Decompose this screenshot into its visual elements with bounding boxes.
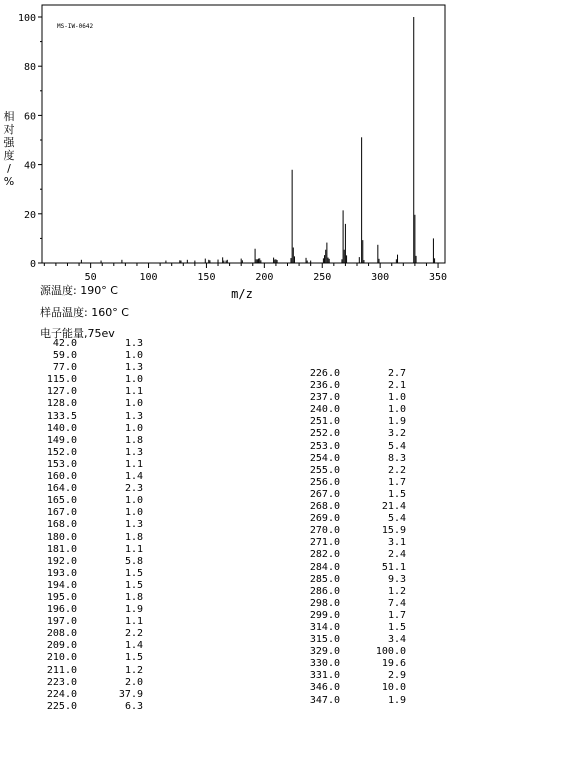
peak-mz: 77.0 [52, 362, 77, 374]
peak-mz: 267.0 [309, 488, 340, 500]
peak-row [306, 658, 406, 670]
peak-mz: 286.0 [309, 585, 340, 597]
peak-mz: 225.0 [46, 700, 77, 712]
peak-mz: 284.0 [309, 561, 340, 573]
source-temperature: 源温度: 190° C [40, 284, 118, 297]
electron-energy: 电子能量,75ev [40, 327, 115, 340]
x-tick-label: 250 [313, 272, 332, 283]
peak-mz: 133.5 [46, 410, 77, 422]
peak-mz: 237.0 [309, 392, 340, 404]
peak-intensity: 1.0 [387, 392, 406, 404]
peak-row [43, 471, 143, 483]
peak-mz: 168.0 [46, 519, 77, 531]
peak-mz: 194.0 [46, 579, 77, 591]
y-tick-label: 40 [23, 160, 36, 172]
peak-intensity: 1.7 [387, 609, 406, 621]
peak-intensity: 1.8 [124, 531, 143, 543]
peak-intensity: 2.7 [387, 368, 406, 379]
peak-intensity: 1.1 [124, 543, 143, 555]
peak-row [43, 628, 143, 640]
x-tick-label: 350 [429, 272, 448, 283]
peak-intensity: 1.3 [124, 519, 143, 531]
y-tick-label: 60 [23, 111, 36, 123]
peak-row [306, 525, 406, 537]
peak-intensity: 1.3 [124, 362, 143, 374]
peak-intensity: 1.0 [387, 404, 406, 416]
peak-intensity: 1.2 [387, 585, 406, 597]
peak-row [43, 350, 143, 362]
peak-intensity: 1.2 [124, 664, 143, 676]
peak-mz: 253.0 [309, 440, 340, 452]
peak-mz: 165.0 [46, 495, 77, 507]
peak-mz: 224.0 [46, 688, 77, 700]
peak-intensity: 2.1 [387, 380, 406, 392]
peak-intensity: 100.0 [375, 646, 406, 658]
peak-mz: 285.0 [309, 573, 340, 585]
peak-row [306, 634, 406, 646]
peak-mz: 298.0 [309, 597, 340, 609]
peak-row [43, 532, 143, 544]
y-axis-label-char: % [3, 175, 15, 188]
peak-intensity: 1.5 [124, 567, 143, 579]
peak-mz: 149.0 [46, 434, 77, 446]
peak-intensity: 1.8 [124, 591, 143, 603]
peak-row [43, 556, 143, 568]
peak-row [306, 501, 406, 513]
peak-intensity: 1.1 [124, 616, 143, 628]
peak-mz: 269.0 [309, 513, 340, 525]
x-tick-label: 150 [197, 272, 216, 283]
peak-mz: 167.0 [46, 507, 77, 519]
peak-row [306, 586, 406, 598]
plot-frame [42, 5, 445, 263]
peak-intensity: 1.0 [124, 507, 143, 519]
peak-mz: 59.0 [52, 350, 77, 362]
peak-intensity: 51.1 [381, 561, 406, 573]
peak-intensity: 3.4 [387, 634, 406, 646]
peak-mz: 282.0 [309, 549, 340, 561]
peak-mz: 236.0 [309, 380, 340, 392]
y-axis-label-char: 相 [3, 110, 15, 123]
peak-intensity: 1.3 [124, 410, 143, 422]
peak-intensity: 1.0 [124, 495, 143, 507]
peak-row [43, 423, 143, 435]
peak-mz: 226.0 [309, 368, 340, 379]
peak-row [306, 513, 406, 525]
peak-row [306, 682, 406, 694]
x-tick-label: 50 [84, 272, 97, 283]
peak-mz: 256.0 [309, 476, 340, 488]
peak-row [306, 368, 406, 380]
peak-mz: 152.0 [46, 446, 77, 458]
peak-row [306, 622, 406, 634]
peak-mz: 270.0 [309, 525, 340, 537]
x-axis-label: m/z [231, 287, 253, 301]
peak-mz: 240.0 [309, 404, 340, 416]
peak-mz: 346.0 [309, 682, 340, 694]
peak-row [43, 568, 143, 580]
peak-intensity: 5.4 [387, 440, 406, 452]
peak-intensity: 9.3 [387, 573, 406, 585]
peak-row [43, 374, 143, 386]
peak-row [306, 380, 406, 392]
peak-row [306, 562, 406, 574]
peak-mz: 271.0 [309, 537, 340, 549]
peak-row [43, 616, 143, 628]
peak-intensity: 8.3 [387, 452, 406, 464]
y-tick-label: 20 [23, 209, 36, 221]
peak-intensity: 21.4 [381, 501, 406, 513]
peak-row [43, 665, 143, 677]
peak-mz: 164.0 [46, 483, 77, 495]
peak-row [43, 435, 143, 447]
peak-row [43, 592, 143, 604]
y-tick-label: 100 [17, 13, 36, 24]
peak-intensity: 1.0 [124, 398, 143, 410]
peak-mz: 314.0 [309, 621, 340, 633]
peak-row [306, 646, 406, 658]
peak-mz: 254.0 [309, 452, 340, 464]
peak-row [306, 670, 406, 682]
peak-intensity: 1.9 [387, 416, 406, 428]
peak-table-left [43, 338, 143, 713]
chart-axes [18, 5, 447, 283]
peak-row [306, 441, 406, 453]
peak-intensity: 5.4 [387, 513, 406, 525]
peak-mz: 211.0 [46, 664, 77, 676]
peak-mz: 153.0 [46, 458, 77, 470]
peak-intensity: 1.9 [124, 604, 143, 616]
peak-row [306, 695, 406, 707]
spectrum-peaks [81, 17, 434, 263]
peak-intensity: 19.6 [381, 658, 406, 670]
peak-intensity: 2.3 [124, 483, 143, 495]
peak-row [43, 544, 143, 556]
peak-row [43, 362, 143, 374]
peak-intensity: 2.9 [387, 670, 406, 682]
mass-spectrum-chart [0, 0, 570, 310]
peak-intensity: 1.3 [124, 446, 143, 458]
peak-row [306, 574, 406, 586]
peak-mz: 160.0 [46, 471, 77, 483]
peak-row [43, 604, 143, 616]
y-axis-label-char: 强 [3, 136, 15, 149]
peak-row [306, 610, 406, 622]
x-tick-label: 200 [255, 272, 274, 283]
peak-row [43, 483, 143, 495]
peak-row [306, 489, 406, 501]
peak-mz: 251.0 [309, 416, 340, 428]
peak-mz: 315.0 [309, 634, 340, 646]
peak-intensity: 1.5 [387, 621, 406, 633]
peak-row [43, 677, 143, 689]
peak-mz: 196.0 [46, 604, 77, 616]
peak-mz: 208.0 [46, 628, 77, 640]
peak-mz: 331.0 [309, 670, 340, 682]
peak-mz: 128.0 [46, 398, 77, 410]
peak-intensity: 6.3 [124, 700, 143, 712]
peak-intensity: 2.2 [387, 464, 406, 476]
peak-mz: 180.0 [46, 531, 77, 543]
peak-intensity: 10.0 [381, 682, 406, 694]
peak-row [43, 701, 143, 713]
peak-mz: 210.0 [46, 652, 77, 664]
peak-intensity: 1.5 [124, 579, 143, 591]
y-axis-label-char: 度 [3, 149, 15, 162]
peak-intensity: 2.0 [124, 676, 143, 688]
peak-intensity: 5.8 [124, 555, 143, 567]
x-tick-label: 100 [139, 272, 158, 283]
y-axis-label-char: / [7, 162, 11, 175]
peak-row [43, 338, 143, 350]
peak-row [306, 404, 406, 416]
peak-mz: 223.0 [46, 676, 77, 688]
peak-intensity: 1.4 [124, 640, 143, 652]
peak-intensity: 1.9 [387, 694, 406, 706]
peak-mz: 209.0 [46, 640, 77, 652]
peak-mz: 181.0 [46, 543, 77, 555]
peak-row [306, 598, 406, 610]
spectrum-id-label: MS-IW-0642 [57, 23, 94, 30]
x-tick-label: 300 [371, 272, 390, 283]
peak-mz: 347.0 [309, 694, 340, 706]
peak-intensity: 1.1 [124, 458, 143, 470]
peak-mz: 255.0 [309, 464, 340, 476]
peak-intensity: 1.5 [387, 488, 406, 500]
peak-row [306, 537, 406, 549]
y-axis-label-char: 对 [3, 123, 15, 136]
peak-intensity: 1.7 [387, 476, 406, 488]
peak-row [43, 495, 143, 507]
peak-intensity: 1.0 [124, 350, 143, 362]
peak-mz: 252.0 [309, 428, 340, 440]
peak-intensity: 1.5 [124, 652, 143, 664]
peak-row [306, 416, 406, 428]
peak-mz: 329.0 [309, 646, 340, 658]
peak-mz: 197.0 [46, 616, 77, 628]
peak-row [43, 411, 143, 423]
peak-mz: 193.0 [46, 567, 77, 579]
peak-row [43, 580, 143, 592]
peak-row [306, 453, 406, 465]
peak-mz: 115.0 [46, 374, 77, 386]
peak-intensity: 3.1 [387, 537, 406, 549]
peak-row [306, 465, 406, 477]
peak-mz: 192.0 [46, 555, 77, 567]
peak-intensity: 1.3 [124, 338, 143, 349]
y-tick-label: 0 [29, 259, 36, 270]
peak-intensity: 1.4 [124, 471, 143, 483]
peak-mz: 42.0 [52, 338, 77, 349]
peak-intensity: 1.0 [124, 422, 143, 434]
peak-mz: 268.0 [309, 501, 340, 513]
peak-intensity: 15.9 [381, 525, 406, 537]
peak-row [43, 519, 143, 531]
peak-intensity: 37.9 [118, 688, 143, 700]
peak-table-right [306, 368, 406, 707]
peak-row [43, 689, 143, 701]
peak-mz: 140.0 [46, 422, 77, 434]
peak-intensity: 2.4 [387, 549, 406, 561]
y-tick-label: 80 [23, 62, 36, 74]
peak-intensity: 1.0 [124, 374, 143, 386]
peak-row [306, 477, 406, 489]
peak-intensity: 7.4 [387, 597, 406, 609]
peak-row [43, 459, 143, 471]
peak-mz: 330.0 [309, 658, 340, 670]
peak-row [43, 652, 143, 664]
sample-temperature: 样品温度: 160° C [40, 306, 129, 319]
y-axis-label [2, 110, 16, 188]
peak-intensity: 1.1 [124, 386, 143, 398]
peak-mz: 299.0 [309, 609, 340, 621]
peak-row [43, 507, 143, 519]
peak-row [306, 428, 406, 440]
peak-row [306, 549, 406, 561]
peak-mz: 195.0 [46, 591, 77, 603]
peak-row [43, 640, 143, 652]
peak-intensity: 2.2 [124, 628, 143, 640]
peak-intensity: 3.2 [387, 428, 406, 440]
peak-intensity: 1.8 [124, 434, 143, 446]
peak-row [306, 392, 406, 404]
peak-row [43, 398, 143, 410]
peak-row [43, 447, 143, 459]
peak-row [43, 386, 143, 398]
peak-mz: 127.0 [46, 386, 77, 398]
